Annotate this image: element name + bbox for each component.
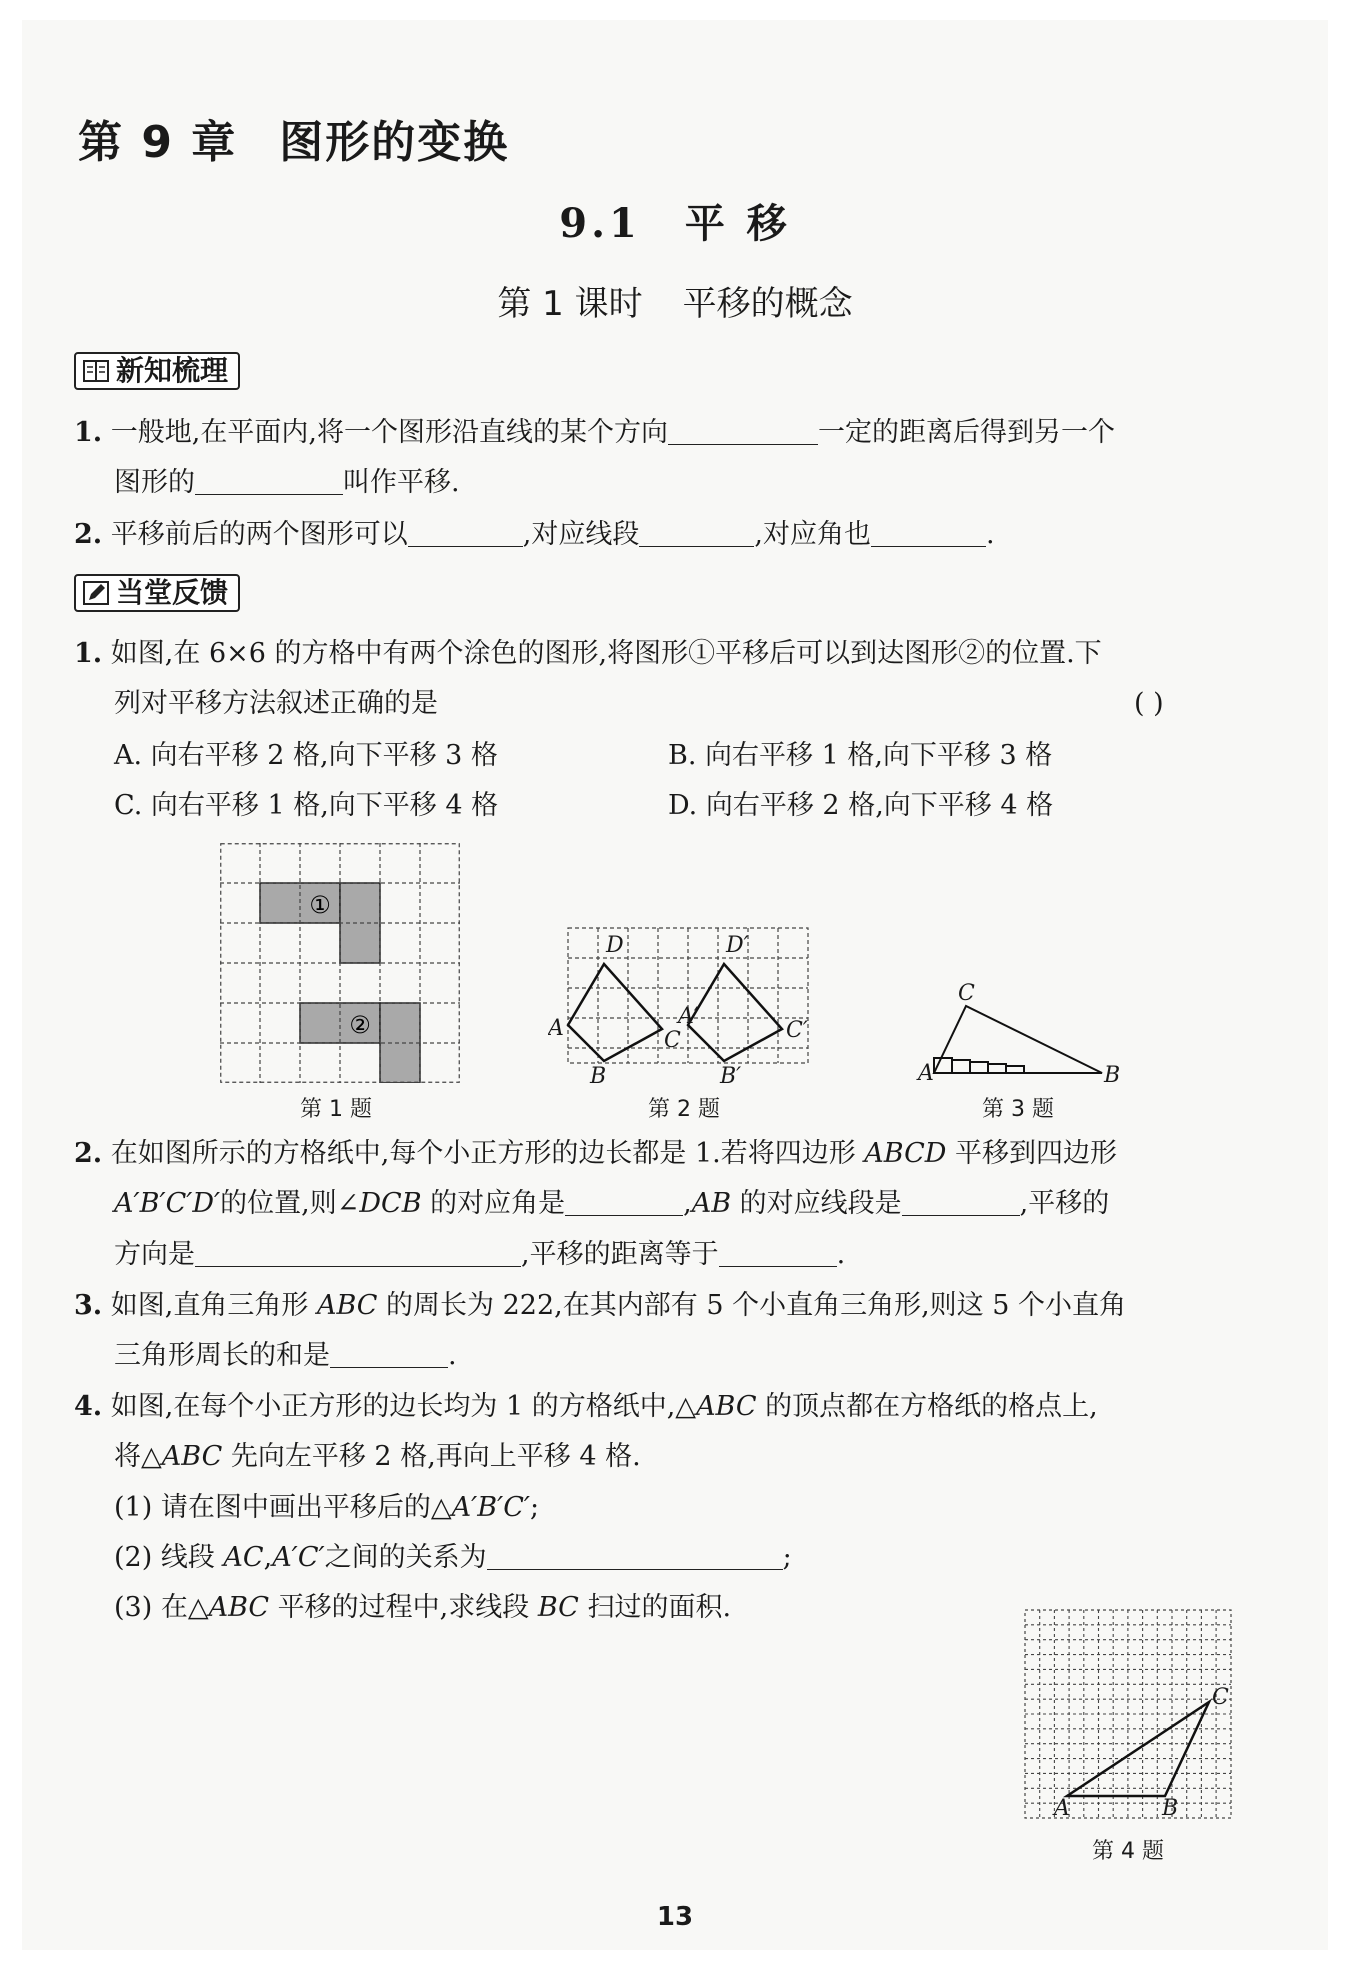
answer-blank[interactable]	[719, 1238, 837, 1267]
text: 的周长为 222,在其内部有 5 个小直角三角形,则这 5 个小直角	[377, 1290, 1127, 1321]
chapter-title: 图形的变换	[279, 117, 510, 168]
text: 在如图所示的方格纸中,每个小正方形的边长都是 1.若将四边形	[110, 1138, 865, 1169]
vertex-b: B	[1162, 1796, 1179, 1821]
figure-4-caption: 第 4 题	[1092, 1839, 1164, 1864]
lesson-heading	[0, 276, 1350, 325]
text: ;	[782, 1542, 792, 1573]
question-number: 4.	[74, 1391, 103, 1422]
feedback-q3-line2	[114, 1338, 457, 1374]
section-title: 平 移	[684, 200, 791, 247]
text: 方向是	[114, 1239, 195, 1270]
vertex-b: B	[1104, 1063, 1121, 1088]
text: 的位置,则∠	[220, 1188, 360, 1219]
question-number: 1.	[74, 417, 103, 448]
text: 的对应角是	[421, 1188, 566, 1219]
text: ,	[263, 1542, 273, 1573]
text: (3) 在△	[114, 1592, 209, 1623]
text: ABC	[208, 1592, 270, 1623]
vertex-b-prime: B′	[720, 1064, 742, 1083]
text: ABC	[696, 1391, 757, 1422]
figure-2-grid	[548, 923, 818, 1083]
feedback-tag	[74, 574, 240, 612]
text: BC	[537, 1592, 579, 1623]
knowledge-q2-line	[74, 517, 995, 553]
chapter-number: 第 9 章	[78, 117, 238, 168]
figure-4-grid	[1024, 1609, 1234, 1824]
answer-blank[interactable]	[487, 1541, 783, 1570]
page-number: 13	[656, 1902, 694, 1932]
text: A′B′C′D′	[114, 1188, 221, 1219]
shape-2-label: ②	[349, 1011, 371, 1039]
feedback-q3-line1	[74, 1288, 1126, 1324]
answer-blank[interactable]	[565, 1187, 683, 1216]
text: 的对应线段是	[731, 1188, 902, 1219]
text: 如图,直角三角形	[110, 1290, 317, 1321]
text: (1) 请在图中画出平移后的△	[114, 1492, 452, 1523]
text: A′B′C′	[451, 1492, 530, 1523]
vertex-a: A	[918, 1061, 934, 1086]
text: 列对平移方法叙述正确的是	[114, 688, 438, 719]
question-number: 2.	[74, 1138, 103, 1169]
section-number: 9.1	[559, 200, 641, 247]
lesson-title: 平移的概念	[682, 284, 853, 324]
text: (2) 线段	[114, 1542, 224, 1573]
figure-3-triangle	[904, 978, 1134, 1088]
option-b[interactable]: B. 向右平移 1 格,向下平移 3 格	[668, 740, 1053, 771]
text: 的顶点都在方格纸的格点上,	[756, 1391, 1098, 1422]
feedback-q2-line3	[114, 1237, 845, 1273]
vertex-a: A	[548, 1016, 564, 1041]
text: 图形的	[114, 467, 195, 498]
answer-blank[interactable]	[639, 518, 754, 547]
text: ,对应角也	[754, 519, 871, 550]
section-heading	[0, 192, 1350, 249]
figure-1-grid	[220, 843, 460, 1083]
text: 一般地,在平面内,将一个图形沿直线的某个方向	[110, 417, 668, 448]
feedback-q2-line2	[114, 1186, 1109, 1222]
feedback-q2-line1	[74, 1136, 1117, 1172]
pencil-icon	[82, 580, 110, 606]
vertex-b: B	[590, 1064, 607, 1083]
knowledge-q1-line2	[114, 465, 460, 501]
vertex-c: C	[1212, 1685, 1229, 1710]
shape-1-label: ①	[309, 891, 331, 919]
option-a[interactable]: A. 向右平移 2 格,向下平移 3 格	[114, 740, 498, 771]
knowledge-q1-line1	[74, 415, 1115, 451]
feedback-q4-line1	[74, 1389, 1098, 1425]
text: 将△	[114, 1441, 162, 1472]
text: AB	[691, 1188, 732, 1219]
feedback-q4-sub3	[114, 1590, 731, 1626]
lesson-number: 第 1 课时	[497, 284, 643, 324]
text: 平移前后的两个图形可以	[110, 519, 408, 550]
feedback-q1-line2	[114, 686, 438, 722]
feedback-q4-line2	[114, 1439, 641, 1475]
text: ,平移的距离等于	[521, 1239, 719, 1270]
vertex-c-prime: C′	[786, 1018, 808, 1043]
vertex-c: C	[958, 981, 975, 1006]
text: ,对应线段	[522, 519, 640, 550]
text: DCB	[359, 1188, 422, 1219]
text: 平移的过程中,求线段	[269, 1592, 538, 1623]
text: 一定的距离后得到另一个	[817, 417, 1115, 448]
vertex-a-prime: A′	[678, 1004, 699, 1029]
question-number: 1.	[74, 638, 103, 669]
text: ;	[529, 1492, 540, 1523]
question-number: 2.	[74, 519, 103, 550]
text: ABC	[316, 1290, 378, 1321]
text: ABC	[161, 1441, 223, 1472]
text: 先向左平移 2 格,再向上平移 4 格.	[222, 1441, 641, 1472]
answer-blank[interactable]	[902, 1187, 1020, 1216]
vertex-c: C	[664, 1028, 681, 1053]
text: 叫作平移.	[343, 467, 460, 498]
new-knowledge-tag	[74, 352, 240, 390]
figure-2-caption: 第 2 题	[648, 1097, 720, 1122]
answer-blank[interactable]	[871, 518, 986, 547]
vertex-a: A	[1054, 1796, 1070, 1821]
text: 平移到四边形	[946, 1138, 1118, 1169]
feedback-q4-sub2	[114, 1540, 792, 1576]
option-d[interactable]: D. 向右平移 2 格,向下平移 4 格	[668, 790, 1054, 821]
text: 如图,在每个小正方形的边长均为 1 的方格纸中,△	[110, 1391, 697, 1422]
figure-3-caption: 第 3 题	[982, 1097, 1054, 1122]
answer-blank[interactable]	[330, 1339, 448, 1368]
text: ,平移的	[1019, 1188, 1110, 1219]
answer-blank[interactable]	[195, 466, 343, 495]
answer-paren[interactable]: ( )	[1134, 688, 1164, 719]
answer-blank[interactable]	[668, 416, 818, 445]
text: 三角形周长的和是	[114, 1340, 330, 1371]
text: AC	[223, 1542, 264, 1573]
answer-blank[interactable]	[408, 518, 523, 547]
feedback-q1-line1	[74, 636, 1102, 672]
text: .	[836, 1239, 846, 1270]
text: 之间的关系为	[324, 1542, 487, 1573]
text: .	[448, 1340, 457, 1371]
vertex-d-prime: D′	[726, 933, 749, 958]
vertex-d: D	[606, 933, 624, 958]
option-c[interactable]: C. 向右平移 1 格,向下平移 4 格	[114, 790, 499, 821]
text: ABCD	[864, 1138, 947, 1169]
new-knowledge-label: 新知梳理	[116, 354, 229, 387]
feedback-label: 当堂反馈	[116, 576, 229, 609]
figure-1-caption: 第 1 题	[300, 1097, 372, 1122]
question-number: 3.	[74, 1290, 103, 1321]
feedback-q4-sub1	[114, 1490, 539, 1526]
chapter-heading	[78, 106, 509, 170]
text: A′C′	[272, 1542, 325, 1573]
text: ,	[683, 1188, 692, 1219]
text: 扫过的面积.	[578, 1592, 732, 1623]
text: 如图,在 6×6 的方格中有两个涂色的图形,将图形①平移后可以到达图形②的位置.下	[110, 638, 1102, 669]
text: .	[985, 519, 995, 550]
answer-blank[interactable]	[195, 1238, 521, 1267]
book-icon	[82, 358, 110, 384]
